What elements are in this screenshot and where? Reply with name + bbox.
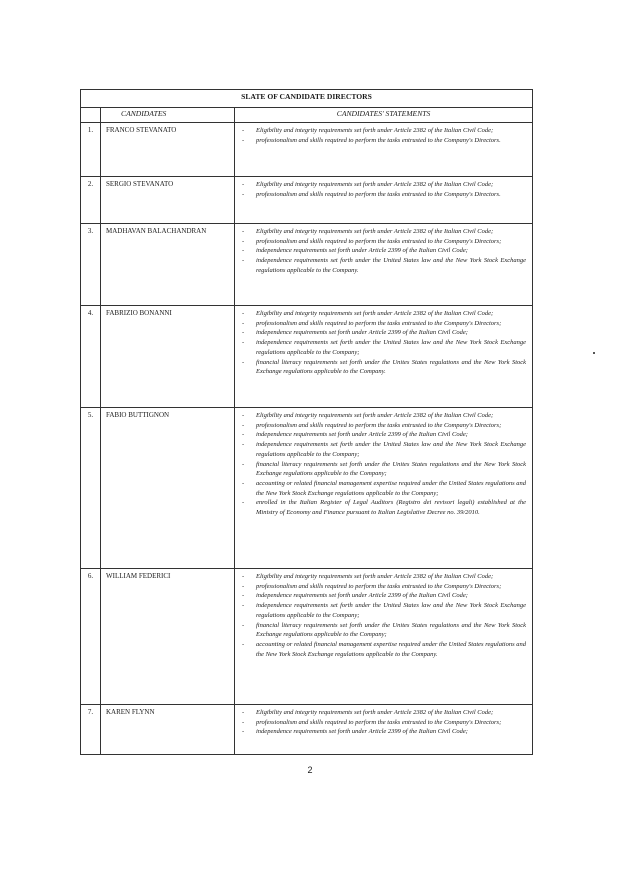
- statement-item: - Eligibility and integrity requirements set forth under Article 2382 of the Italian Civil Code;: [239, 309, 526, 319]
- candidate-number: 5.: [81, 408, 101, 569]
- statement-item: - financial literacy requirements set forth under the Unites States regulations and the New York Stock Exchange regulations applicable to the Company;: [239, 460, 526, 479]
- candidate-statements: [235, 306, 533, 408]
- candidate-number: 3.: [81, 224, 101, 306]
- candidate-row: [81, 569, 533, 705]
- statement-item: - independence requirements set forth under Article 2399 of the Italian Civil Code;: [239, 727, 526, 737]
- candidate-name: MADHAVAN BALACHANDRAN: [101, 224, 235, 306]
- candidate-row: [81, 123, 533, 177]
- candidate-row: [81, 705, 533, 755]
- title-row: [81, 90, 533, 108]
- candidate-number: 6.: [81, 569, 101, 705]
- statement-item: - professionalism and skills required to perform the tasks entrusted to the Company's Directors;: [239, 582, 526, 592]
- statement-item: - Eligibility and integrity requirements set forth under Article 2382 of the Italian Civil Code;: [239, 227, 526, 237]
- page-number: 2: [307, 765, 313, 775]
- scan-speck: [593, 352, 595, 354]
- statement-item: - Eligibility and integrity requirements set forth under Article 2382 of the Italian Civil Code;: [239, 411, 526, 421]
- statement-item: - accounting or related financial management expertise required under the United States regulations and the New York Stock Exchange regulations applicable to the Company.: [239, 640, 526, 659]
- header-number: [81, 108, 101, 123]
- statement-item: - independence requirements set forth under Article 2399 of the Italian Civil Code;: [239, 328, 526, 338]
- candidate-statements: [235, 224, 533, 306]
- candidate-number: 4.: [81, 306, 101, 408]
- statement-item: - Eligibility and integrity requirements set forth under Article 2382 of the Italian Civil Code;: [239, 180, 526, 190]
- candidate-name: FABIO BUTTIGNON: [101, 408, 235, 569]
- statement-item: - professionalism and skills required to perform the tasks entrusted to the Company's Directors;: [239, 421, 526, 431]
- candidate-name: KAREN FLYNN: [101, 705, 235, 755]
- statement-item: - Eligibility and integrity requirements set forth under Article 2382 of the Italian Civil Code;: [239, 126, 526, 136]
- header-candidates: CANDIDATES: [101, 108, 235, 123]
- statement-item: - professionalism and skills required to perform the tasks entrusted to the Company's Directors;: [239, 718, 526, 728]
- slate-table-body: [81, 90, 533, 755]
- candidate-name: FABRIZIO BONANNI: [101, 306, 235, 408]
- statement-item: - professionalism and skills required to perform the tasks entrusted to the Company's Directors;: [239, 319, 526, 329]
- header-statements: CANDIDATES' STATEMENTS: [235, 108, 533, 123]
- statement-item: - professionalism and skills required to perform the tasks entrusted to the Company's Directors;: [239, 237, 526, 247]
- statement-item: - financial literacy requirements set forth under the Unites States regulations and the New York Stock Exchange regulations applicable to the Company;: [239, 621, 526, 640]
- candidate-row: [81, 224, 533, 306]
- statement-item: - Eligibility and integrity requirements set forth under Article 2382 of the Italian Civil Code;: [239, 572, 526, 582]
- candidate-number: 1.: [81, 123, 101, 177]
- statement-item: - independence requirements set forth under the United States law and the New York Stock Exchange regulations applicable to the Company;: [239, 338, 526, 357]
- statement-item: - independence requirements set forth under the United States law and the New York Stock Exchange regulations applicable to the Company;: [239, 440, 526, 459]
- statement-item: - independence requirements set forth under Article 2399 of the Italian Civil Code;: [239, 591, 526, 601]
- candidate-statements: [235, 705, 533, 755]
- statement-item: - independence requirements set forth under Article 2399 of the Italian Civil Code;: [239, 246, 526, 256]
- candidate-number: 7.: [81, 705, 101, 755]
- candidate-name: SERGIO STEVANATO: [101, 177, 235, 224]
- statement-item: - independence requirements set forth under Article 2399 of the Italian Civil Code;: [239, 430, 526, 440]
- statement-item: - professionalism and skills required to perform the tasks entrusted to the Company's Directors.: [239, 136, 526, 146]
- candidate-number: 2.: [81, 177, 101, 224]
- candidate-statements: [235, 408, 533, 569]
- table-title: SLATE OF CANDIDATE DIRECTORS: [81, 90, 533, 108]
- candidate-row: [81, 408, 533, 569]
- candidate-statements: [235, 123, 533, 177]
- statement-item: - enrolled in the Italian Register of Legal Auditors (Registro dei revisori legali) established at the Ministry of Economy and Finance pursuant to Italian Legislative Decree no. 39/2010.: [239, 498, 526, 517]
- candidate-statements: [235, 569, 533, 705]
- statement-item: - professionalism and skills required to perform the tasks entrusted to the Company's Directors.: [239, 190, 526, 200]
- statement-item: - accounting or related financial management expertise required under the United States regulations and the New York Stock Exchange regulations applicable to the Company;: [239, 479, 526, 498]
- candidate-row: [81, 306, 533, 408]
- candidate-name: FRANCO STEVANATO: [101, 123, 235, 177]
- candidate-row: [81, 177, 533, 224]
- statement-item: - independence requirements set forth under the United States law and the New York Stock Exchange regulations applicable to the Company;: [239, 601, 526, 620]
- candidate-slate-table: [80, 89, 533, 755]
- candidate-statements: [235, 177, 533, 224]
- header-row: [81, 108, 533, 123]
- candidate-name: WILLIAM FEDERICI: [101, 569, 235, 705]
- statement-item: - financial literacy requirements set forth under the Unites States regulations and the New York Stock Exchange regulations applicable to the Company.: [239, 358, 526, 377]
- statement-item: - Eligibility and integrity requirements set forth under Article 2382 of the Italian Civil Code;: [239, 708, 526, 718]
- statement-item: - independence requirements set forth under the United States law and the New York Stock Exchange regulations applicable to the Company.: [239, 256, 526, 275]
